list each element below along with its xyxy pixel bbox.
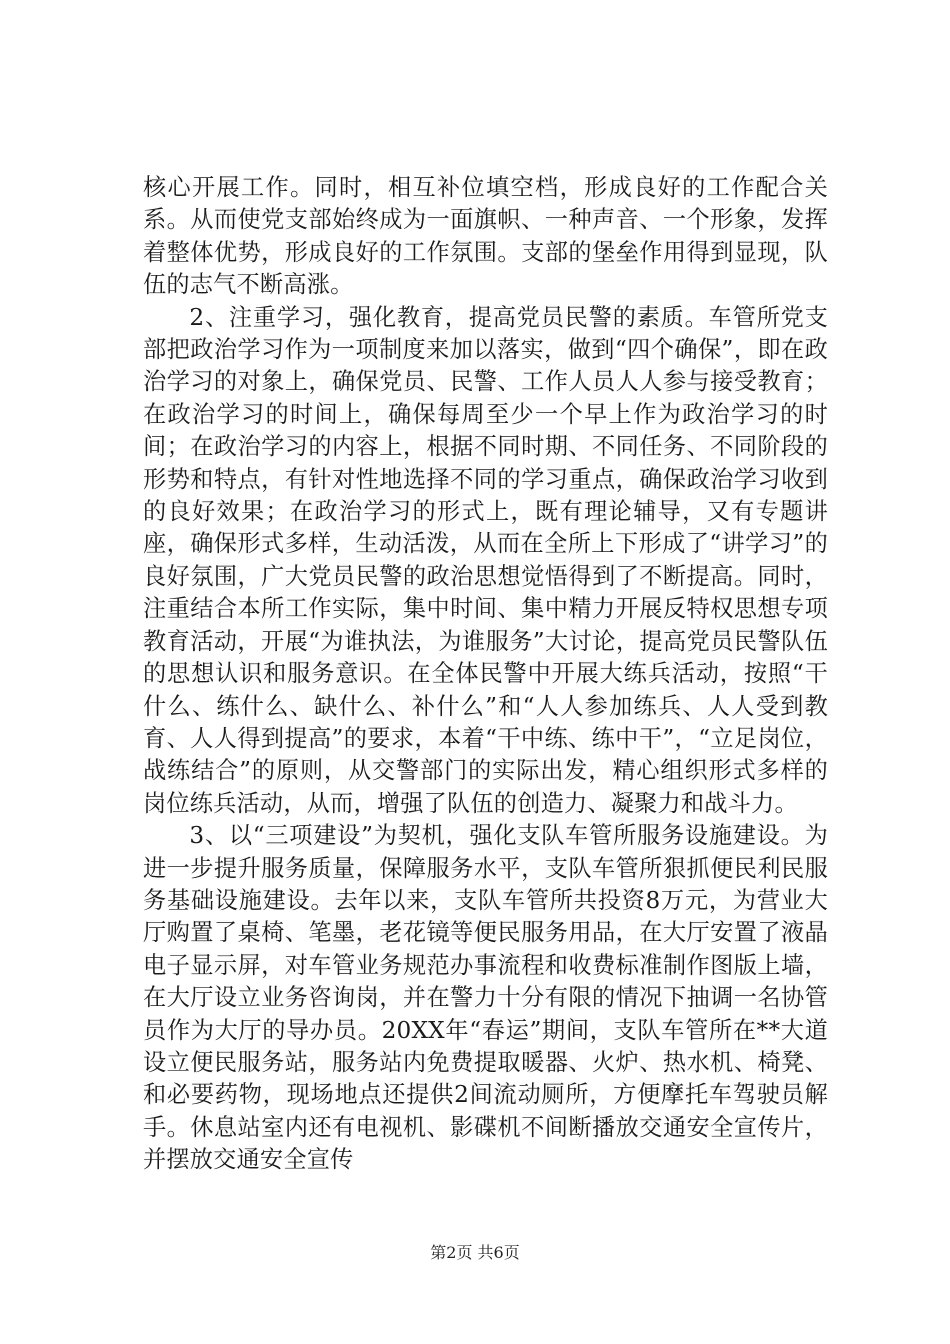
page-footer — [0, 1243, 950, 1263]
paragraph-service-facilities: 3、以“三项建设”为契机，强化支队车管所服务设施建设。为进一步提升服务质量，保障服务水平，支队车管所狠抓便民利民服务基础设施建设。去年以来，支队车管所共投资8万元，为营业大厅购置了桌椅、笔墨，老花镜等便民服务用品，在大厅安置了液晶电子显示屏，对车管业务规范办事流程和收费标准制作图版上墙，在大厅设立业务咨询岗，并在警力十分有限的情况下抽调一名协管员作为大厅的导办员。20XX年“春运”期间，支队车管所在**大道设立便民服务站，服务站内免费提取暖器、火炉、热水机、椅凳、和必要药物，现场地点还提供2间流动厕所，方便摩托车驾驶员解手。休息站室内还有电视机、影碟机不间断播放交通安全宣传片，并摆放交通安全宣传 — [143, 822, 828, 1174]
paragraph-continuation: 核心开展工作。同时，相互补位填空档，形成良好的工作配合关系。从而使党支部始终成为一面旗帜、一种声音、一个形象，发挥着整体优势，形成良好的工作氛围。支部的堡垒作用得到显现，队伍的志气不断高涨。 — [143, 174, 828, 299]
document-body — [143, 172, 828, 1177]
page-number-label: 第2页 共6页 — [430, 1243, 520, 1262]
paragraph-study-education: 2、注重学习，强化教育，提高党员民警的素质。车管所党支部把政治学习作为一项制度来加以落实，做到“四个确保”，即在政治学习的对象上，确保党员、民警、工作人员人人参与接受教育；在政治学习的时间上，确保每周至少一个早上作为政治学习的时间；在政治学习的内容上，根据不同时期、不同任务、不同阶段的形势和特点，有针对性地选择不同的学习重点，确保政治学习收到的良好效果；在政治学习的形式上，既有理论辅导，又有专题讲座，确保形式多样，生动活泼，从而在全所上下形成了“讲学习”的良好氛围，广大党员民警的政治思想觉悟得到了不断提高。同时，注重结合本所工作实际，集中时间、集中精力开展反特权思想专项教育活动，开展“为谁执法，为谁服务”大讨论，提高党员民警队伍的思想认识和服务意识。在全体民警中开展大练兵活动，按照“干什么、练什么、缺什么、补什么”和“人人参加练兵、人人受到教育、人人得到提高”的要求，本着“干中练、练中干”，“立足岗位，战练结合”的原则，从交警部门的实际出发，精心组织形式多样的岗位练兵活动，从而，增强了队伍的创造力、凝聚力和战斗力。 — [143, 303, 828, 817]
